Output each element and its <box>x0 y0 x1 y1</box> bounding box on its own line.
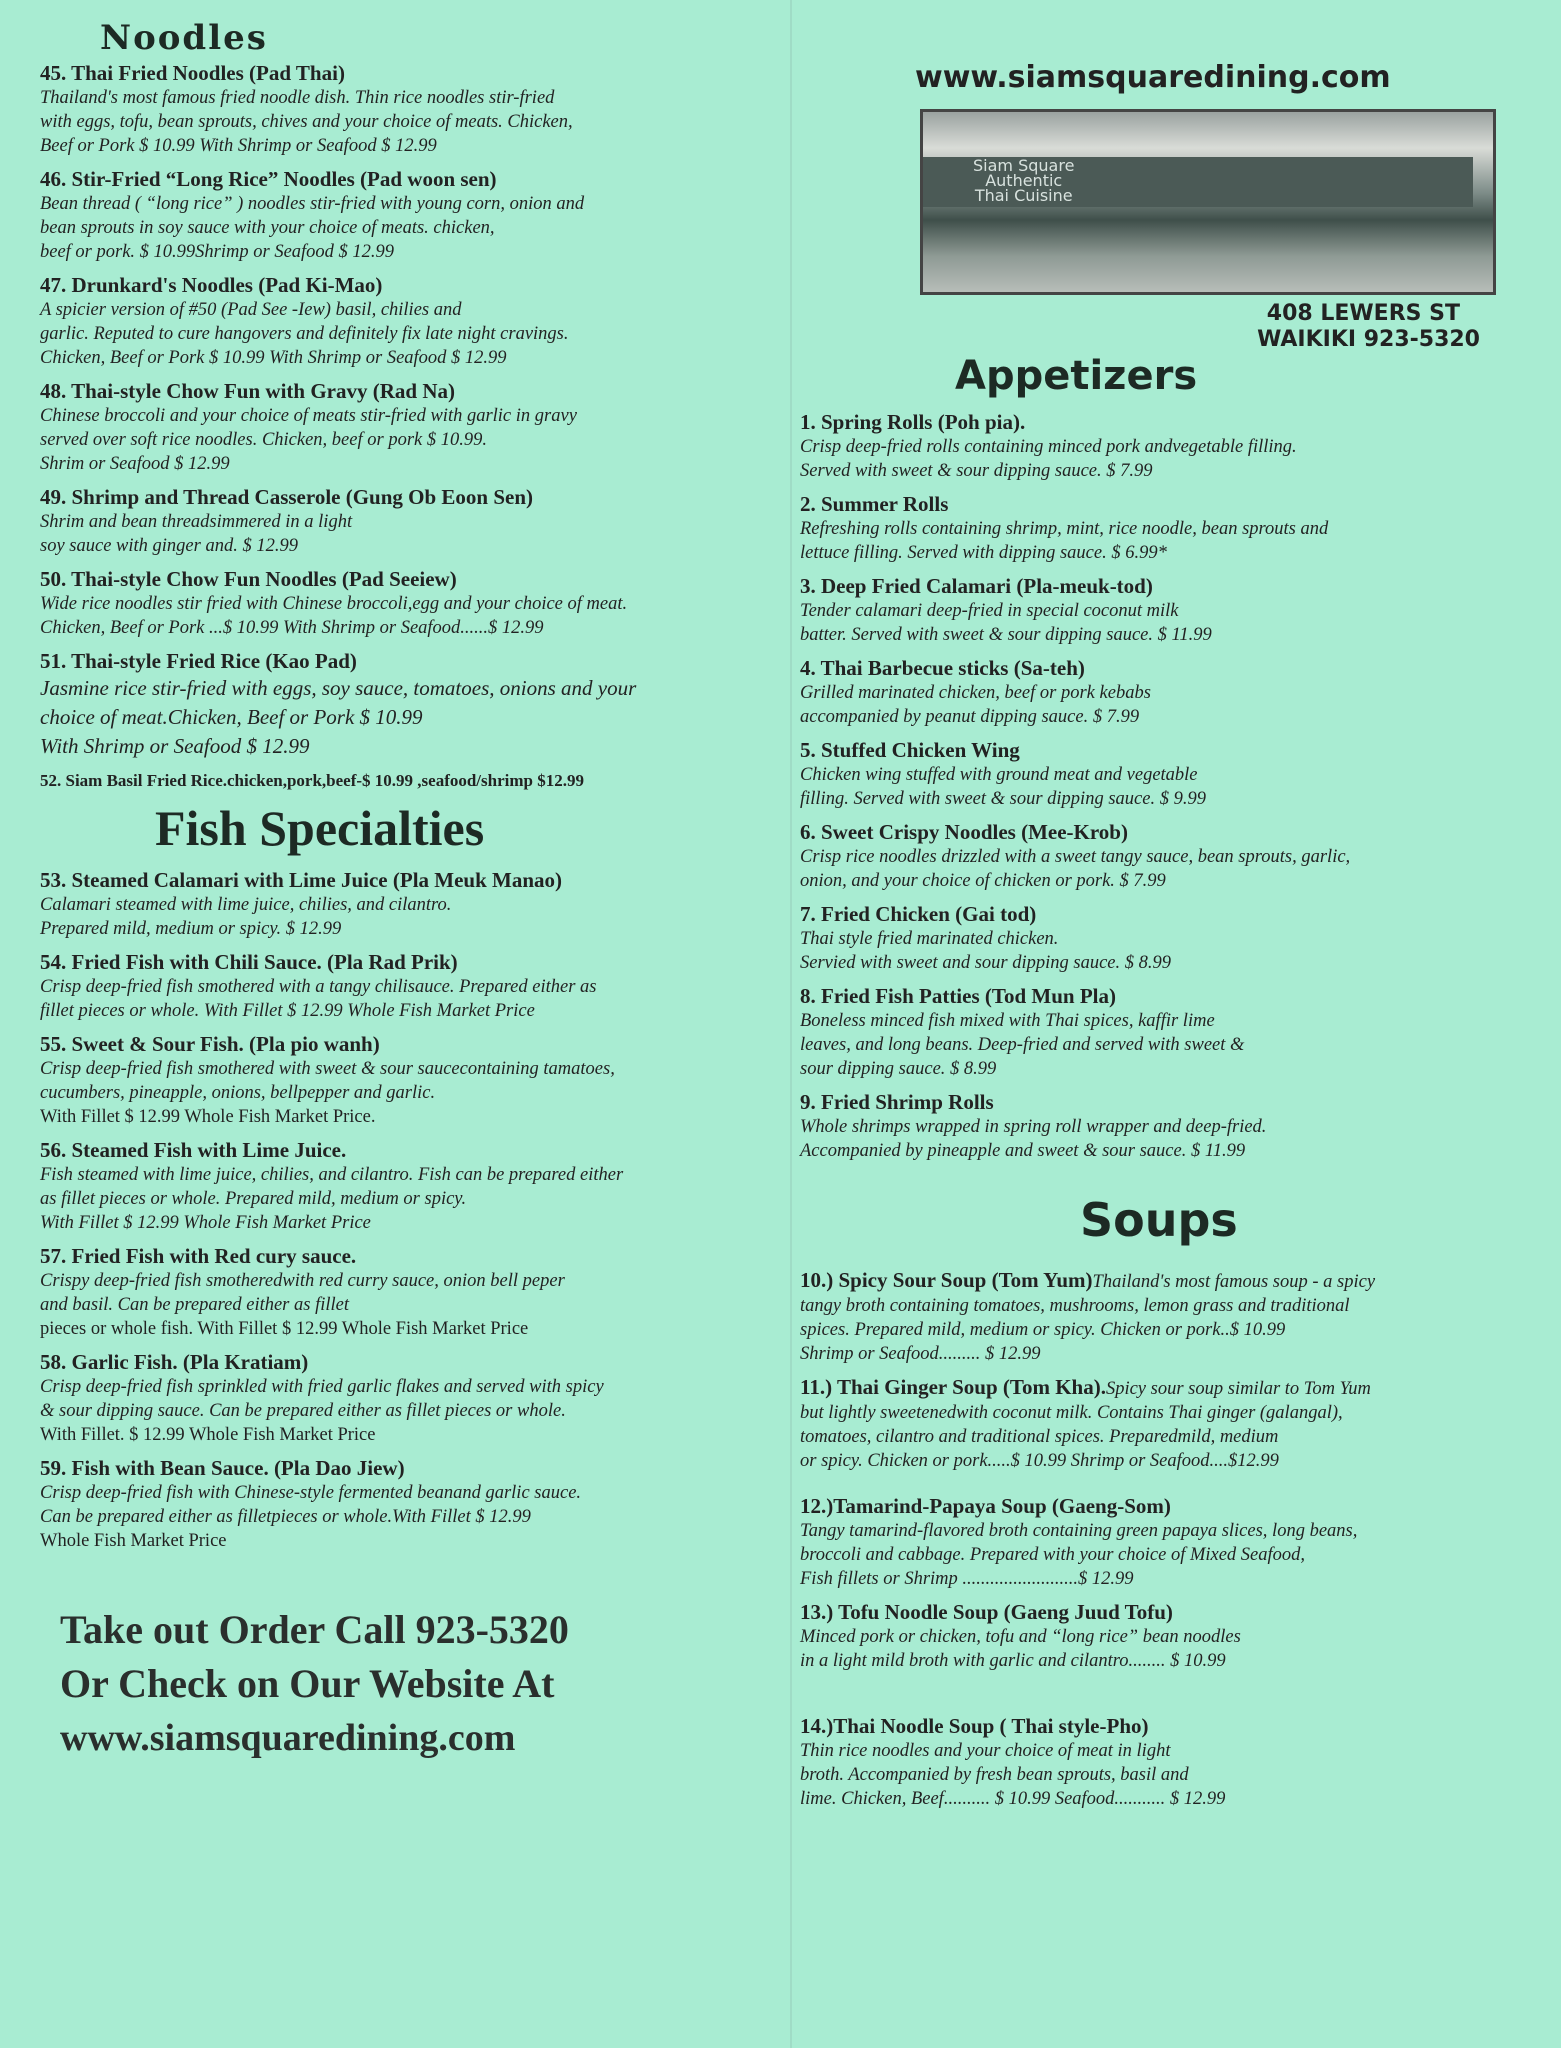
menu-item-title <box>40 867 800 893</box>
menu-item-name: 47. Drunkard's Noodles (Pad Ki-Mao) <box>40 273 383 297</box>
menu-item-name: 59. Fish with Bean Sauce. (Pla Dao Jiew) <box>40 1456 405 1480</box>
menu-item <box>40 1349 800 1447</box>
menu-item <box>800 655 1520 729</box>
fish-specialties-heading: Fish Specialties <box>155 800 485 856</box>
menu-item <box>800 573 1520 647</box>
menu-item <box>40 1243 800 1341</box>
menu-item-name: 7. Fried Chicken (Gai tod) <box>800 902 1037 926</box>
menu-item <box>800 737 1520 811</box>
menu-item-name: 48. Thai-style Chow Fun with Gravy (Rad Na) <box>40 379 455 403</box>
menu-item-inline-desc: Spicy sour soup similar to Tom Yum <box>1105 1379 1371 1399</box>
menu-item-name: 2. Summer Rolls <box>800 492 949 516</box>
menu-item-desc-line: with eggs, tofu, bean sprouts, chives and your choice of meats. Chicken, <box>40 112 573 132</box>
noodles-heading: Noodles <box>100 18 268 58</box>
menu-item-desc-line: Shrimp or Seafood......... $ 12.99 <box>800 1344 1041 1364</box>
noodles-list <box>40 60 800 761</box>
menu-item <box>800 1713 1520 1811</box>
photo-sign-line: Authentic <box>985 171 1063 190</box>
menu-item <box>800 901 1520 975</box>
menu-item-inline-desc: Thailand's most famous soup - a spicy <box>1092 1272 1376 1292</box>
menu-item <box>40 1137 800 1235</box>
menu-item-desc-line: Chinese broccoli and your choice of meats stir-fried with garlic in gravy <box>40 406 577 426</box>
address-street: 408 LEWERS ST <box>1266 301 1460 326</box>
soups-heading: Soups <box>1080 1193 1238 1247</box>
menu-item-title <box>800 491 1520 517</box>
menu-item-title <box>40 566 800 592</box>
menu-item-desc-line: Crisp deep-fried fish with Chinese-style fermented beanand garlic sauce. <box>40 1483 582 1503</box>
menu-item-price: Whole Fish Market Price <box>40 1531 227 1551</box>
menu-item-desc-line: Wide rice noodles stir fried with Chinese broccoli,egg and your choice of meat. <box>40 594 628 614</box>
menu-item-desc-line: filling. Served with sweet & sour dipping sauce. $ 9.99 <box>800 789 1206 809</box>
menu-item-desc-line: batter. Served with sweet & sour dipping sauce. $ 11.99 <box>800 625 1212 645</box>
menu-item-desc-line: spices. Prepared mild, medium or spicy. Chicken or pork..$ 10.99 <box>800 1320 1286 1340</box>
menu-item-title <box>800 1374 1520 1401</box>
menu-item-desc-line: Grilled marinated chicken, beef or pork kebabs <box>800 683 1151 703</box>
menu-item-name: 14.)Thai Noodle Soup ( Thai style-Pho) <box>800 1714 1149 1738</box>
menu-item <box>800 983 1520 1081</box>
menu-item-title <box>800 1713 1520 1739</box>
menu-item-name: 5. Stuffed Chicken Wing <box>800 738 1020 762</box>
menu-item <box>800 819 1520 893</box>
menu-item-desc-line: With Shrimp or Seafood $ 12.99 <box>40 734 310 758</box>
menu-item-desc-line: Jasmine rice stir-fried with eggs, soy sauce, tomatoes, onions and your <box>40 676 637 700</box>
menu-item <box>800 1374 1520 1473</box>
menu-item-desc-line: lettuce filling. Served with dipping sauce. $ 6.99* <box>800 543 1167 563</box>
menu-item-desc-line: garlic. Reputed to cure hangovers and definitely fix late night cravings. <box>40 324 569 344</box>
menu-item-title <box>800 737 1520 763</box>
menu-item-desc-line: Fish fillets or Shrimp .........................$ 12.99 <box>800 1569 1134 1589</box>
menu-item-desc-line: Prepared mild, medium or spicy. $ 12.99 <box>40 919 342 939</box>
menu-item-desc-line: Crisp deep-fried fish sprinkled with fried garlic flakes and served with spicy <box>40 1377 604 1397</box>
takeout-website: www.siamsquaredining.com <box>60 1717 516 1759</box>
menu-item-title <box>800 573 1520 599</box>
menu-item-desc-line: lime. Chicken, Beef.......... $ 10.99 Seafood........... $ 12.99 <box>800 1789 1226 1809</box>
menu-item-name: 50. Thai-style Chow Fun Noodles (Pad Seeiew) <box>40 567 457 591</box>
menu-item-52: 52. Siam Basil Fried Rice.chicken,pork,beef-$ 10.99 ,seafood/shrimp $12.99 <box>40 771 584 790</box>
menu-item-desc-line: Shrim and bean threadsimmered in a light <box>40 512 353 532</box>
right-column <box>800 0 1520 1819</box>
menu-item <box>40 272 800 370</box>
menu-item-desc-line: but lightly sweetenedwith coconut milk. Contains Thai ginger (galangal), <box>800 1403 1343 1423</box>
menu-item-desc-line: choice of meat.Chicken, Beef or Pork $ 10.99 <box>40 705 423 729</box>
menu-item-name: 53. Steamed Calamari with Lime Juice (Pla Meuk Manao) <box>40 868 563 892</box>
menu-item-name: 3. Deep Fried Calamari (Pla-meuk-tod) <box>800 574 1153 598</box>
menu-item-title <box>800 1267 1520 1294</box>
menu-item-desc-line: With Fillet $ 12.99 Whole Fish Market Price <box>40 1213 371 1233</box>
menu-item-title <box>40 378 800 404</box>
photo-sign-line: Siam Square <box>973 156 1075 175</box>
menu-item-name: 55. Sweet & Sour Fish. (Pla pio wanh) <box>40 1032 380 1056</box>
menu-item-desc-line: Crisp deep-fried rolls containing minced pork andvegetable filling. <box>800 437 1297 457</box>
menu-item-name: 12.)Tamarind-Papaya Soup (Gaeng-Som) <box>800 1494 1171 1518</box>
menu-item-name: 13.) Tofu Noodle Soup (Gaeng Juud Tofu) <box>800 1600 1173 1624</box>
menu-item-desc-line: Tangy tamarind-flavored broth containing green papaya slices, long beans, <box>800 1521 1358 1541</box>
menu-item <box>40 484 800 558</box>
menu-item <box>40 949 800 1023</box>
menu-item-desc-line: sour dipping sauce. $ 8.99 <box>800 1059 997 1079</box>
menu-item-title <box>40 1137 800 1163</box>
left-column <box>40 0 800 1765</box>
menu-item-name: 9. Fried Shrimp Rolls <box>800 1090 994 1114</box>
menu-item-title <box>800 1493 1520 1519</box>
menu-item-desc-line: Shrim or Seafood $ 12.99 <box>40 454 230 474</box>
menu-item-desc-line: Can be prepared either as filletpieces or whole.With Fillet $ 12.99 <box>40 1507 531 1527</box>
menu-item-title <box>40 60 800 86</box>
menu-item-price: With Fillet. $ 12.99 Whole Fish Market Price <box>40 1425 376 1445</box>
menu-item-desc-line: Fish steamed with lime juice, chilies, and cilantro. Fish can be prepared either <box>40 1165 624 1185</box>
photo-sign-line: Thai Cuisine <box>974 186 1073 205</box>
menu-item-desc-line: as fillet pieces or whole. Prepared mild, medium or spicy. <box>40 1189 467 1209</box>
menu-item-name: 8. Fried Fish Patties (Tod Mun Pla) <box>800 984 1116 1008</box>
menu-item-desc-line: broccoli and cabbage. Prepared with your choice of Mixed Seafood, <box>800 1545 1306 1565</box>
restaurant-photo <box>920 109 1496 295</box>
menu-item-desc-line: Beef or Pork $ 10.99 With Shrimp or Seafood $ 12.99 <box>40 136 437 156</box>
menu-item-desc-line: Whole shrimps wrapped in spring roll wrapper and deep-fried. <box>800 1117 1267 1137</box>
menu-item-desc-line: broth. Accompanied by fresh bean sprouts, basil and <box>800 1765 1189 1785</box>
menu-item <box>40 648 800 761</box>
menu-item-desc-line: Boneless minced fish mixed with Thai spices, kaffir lime <box>800 1011 1215 1031</box>
soups-list <box>800 1267 1520 1811</box>
menu-item-name: 58. Garlic Fish. (Pla Kratiam) <box>40 1350 309 1374</box>
menu-item-title <box>40 484 800 510</box>
menu-item <box>800 1267 1520 1366</box>
menu-item-title <box>800 1599 1520 1625</box>
menu-item <box>40 378 800 476</box>
menu-item-name: 11.) Thai Ginger Soup (Tom Kha). <box>800 1375 1106 1399</box>
menu-item <box>800 1493 1520 1591</box>
menu-item-title <box>800 655 1520 681</box>
menu-item-title <box>800 901 1520 927</box>
menu-item-desc-line: tomatoes, cilantro and traditional spices. Preparedmild, medium <box>800 1427 1279 1447</box>
menu-item-desc-line: Bean thread ( “long rice” ) noodles stir-fried with young corn, onion and <box>40 194 585 214</box>
menu-item-name: 56. Steamed Fish with Lime Juice. <box>40 1138 347 1162</box>
menu-item-desc-line: Thai style fried marinated chicken. <box>800 929 1059 949</box>
menu-item-desc-line: Crispy deep-fried fish smotheredwith red curry sauce, onion bell peper <box>40 1271 565 1291</box>
menu-item-desc-line: Chicken, Beef or Pork $ 10.99 With Shrimp or Seafood $ 12.99 <box>40 348 507 368</box>
menu-item-name: 54. Fried Fish with Chili Sauce. (Pla Rad Prik) <box>40 950 458 974</box>
menu-item <box>800 1599 1520 1673</box>
menu-item-desc-line: Thailand's most famous fried noodle dish. Thin rice noodles stir-fried <box>40 88 555 108</box>
menu-item-title <box>800 983 1520 1009</box>
menu-item-title <box>40 949 800 975</box>
menu-item-desc-line: or spicy. Chicken or pork.....$ 10.99 Shrimp or Seafood....$12.99 <box>800 1451 1279 1471</box>
menu-item-desc-line: Tender calamari deep-fried in special coconut milk <box>800 601 1179 621</box>
menu-item-desc-line: Crisp rice noodles drizzled with a sweet tangy sauce, bean sprouts, garlic, <box>800 847 1351 867</box>
menu-item-desc-line: fillet pieces or whole. With Fillet $ 12.99 Whole Fish Market Price <box>40 1001 535 1021</box>
menu-item-desc-line: A spicier version of #50 (Pad See -Iew) basil, chilies and <box>40 300 462 320</box>
menu-item-title <box>800 819 1520 845</box>
menu-item-title <box>40 1349 800 1375</box>
menu-item-desc-line: Chicken wing stuffed with ground meat and vegetable <box>800 765 1198 785</box>
menu-item-desc-line: Crisp deep-fried fish smothered with sweet & sour saucecontaining tamatoes, <box>40 1059 615 1079</box>
menu-item-title <box>40 272 800 298</box>
menu-item-desc-line: Servied with sweet and sour dipping sauce. $ 8.99 <box>800 953 1171 973</box>
menu-item-desc-line: served over soft rice noodles. Chicken, beef or pork $ 10.99. <box>40 430 487 450</box>
menu-item-price: pieces or whole fish. With Fillet $ 12.99 Whole Fish Market Price <box>40 1319 529 1339</box>
menu-item-desc-line: beef or pork. $ 10.99Shrimp or Seafood $ 12.99 <box>40 242 395 262</box>
menu-item <box>800 1089 1520 1163</box>
takeout-line: Or Check on Our Website At <box>60 1661 555 1706</box>
menu-item <box>40 1455 800 1553</box>
menu-item-desc-line: accompanied by peanut dipping sauce. $ 7.99 <box>800 707 1140 727</box>
menu-item-title <box>800 1089 1520 1115</box>
address-city-phone: WAIKIKI 923-5320 <box>1257 327 1480 352</box>
address <box>800 301 1520 353</box>
menu-item-title <box>40 1031 800 1057</box>
menu-item-desc-line: Calamari steamed with lime juice, chilies, and cilantro. <box>40 895 452 915</box>
menu-item-title <box>40 648 800 674</box>
takeout-notice <box>60 1603 800 1765</box>
menu-item-name: 49. Shrimp and Thread Casserole (Gung Ob Eoon Sen) <box>40 485 534 509</box>
menu-item-desc-line: & sour dipping sauce. Can be prepared either as fillet pieces or whole. <box>40 1401 566 1421</box>
appetizers-heading: Appetizers <box>955 353 1198 399</box>
website-header: www.siamsquaredining.com <box>915 60 1391 95</box>
menu-item <box>40 867 800 941</box>
appetizers-list <box>800 409 1520 1163</box>
menu-item-title <box>40 166 800 192</box>
takeout-line: Take out Order Call 923-5320 <box>60 1607 569 1652</box>
menu-item-name: 6. Sweet Crispy Noodles (Mee-Krob) <box>800 820 1128 844</box>
menu-item-desc-line: tangy broth containing tomatoes, mushrooms, lemon grass and traditional <box>800 1296 1350 1316</box>
menu-item-desc-line: bean sprouts in soy sauce with your choice of meats. chicken, <box>40 218 495 238</box>
menu-item-name: 57. Fried Fish with Red cury sauce. <box>40 1244 357 1268</box>
menu-item <box>800 409 1520 483</box>
menu-item-price: With Fillet $ 12.99 Whole Fish Market Price. <box>40 1107 376 1127</box>
menu-item-name: 46. Stir-Fried “Long Rice” Noodles (Pad woon sen) <box>40 167 497 191</box>
menu-item-title <box>40 1455 800 1481</box>
menu-item <box>40 566 800 640</box>
menu-item-desc-line: Accompanied by pineapple and sweet & sour sauce. $ 11.99 <box>800 1141 1246 1161</box>
fish-list <box>40 867 800 1553</box>
menu-item-desc-line: in a light mild broth with garlic and cilantro........ $ 10.99 <box>800 1651 1226 1671</box>
menu-item-desc-line: Chicken, Beef or Pork ...$ 10.99 With Shrimp or Seafood......$ 12.99 <box>40 618 544 638</box>
menu-item-desc-line: Crisp deep-fried fish smothered with a tangy chilisauce. Prepared either as <box>40 977 597 997</box>
menu-item-desc-line: leaves, and long beans. Deep-fried and served with sweet & <box>800 1035 1245 1055</box>
menu-item-desc-line: soy sauce with ginger and. $ 12.99 <box>40 536 298 556</box>
menu-item <box>40 60 800 158</box>
menu-item <box>40 1031 800 1129</box>
menu-item <box>800 491 1520 565</box>
menu-item-desc-line: Served with sweet & sour dipping sauce. $ 7.99 <box>800 461 1153 481</box>
menu-item-name: 4. Thai Barbecue sticks (Sa-teh) <box>800 656 1085 680</box>
menu-item-title <box>800 409 1520 435</box>
menu-item-name: 10.) Spicy Sour Soup (Tom Yum) <box>800 1268 1093 1292</box>
menu-item-desc-line: Thin rice noodles and your choice of meat in light <box>800 1741 1171 1761</box>
menu-item <box>40 166 800 264</box>
menu-item-desc-line: onion, and your choice of chicken or pork. $ 7.99 <box>800 871 1166 891</box>
photo-sign-text <box>973 158 1074 203</box>
menu-item-name: 1. Spring Rolls (Poh pia). <box>800 410 1026 434</box>
menu-item-desc-line: and basil. Can be prepared either as fillet <box>40 1295 349 1315</box>
menu-item-desc-line: Refreshing rolls containing shrimp, mint, rice noodle, bean sprouts and <box>800 519 1329 539</box>
menu-item-desc-line: cucumbers, pineapple, onions, bellpepper and garlic. <box>40 1083 436 1103</box>
menu-item-desc-line: Minced pork or chicken, tofu and “long rice” bean noodles <box>800 1627 1241 1647</box>
menu-item-name: 51. Thai-style Fried Rice (Kao Pad) <box>40 649 357 673</box>
menu-item-name: 45. Thai Fried Noodles (Pad Thai) <box>40 61 345 85</box>
menu-item-title <box>40 1243 800 1269</box>
